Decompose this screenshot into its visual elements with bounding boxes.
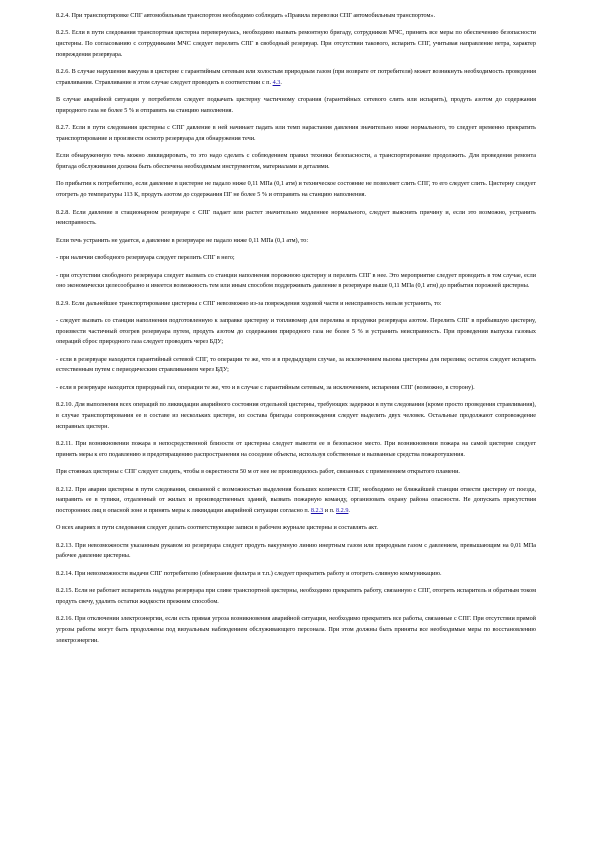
- paragraph-leak-repair: [56, 151, 536, 172]
- paragraph-text: 8.2.5. Если в пути следования транспортная цистерна перевернулась, необходимо вызвать ремонтную бригаду, сотрудников МЧС, принять все меры по обеспечению безопасности цистерны. По согласованию с сотрудниками МЧС следует перелить СПГ в свободный резервуар. При отсутствии такового, испарить СПГ, учитывая направление ветра, характер повреждения резервуара.: [56, 29, 536, 58]
- paragraph-guaranteed-lng: [56, 355, 536, 376]
- paragraph-text: 8.2.6. В случае нарушения вакуума в цистерне с гарантийным сетевым или холостым природным газом (при возврате от потребителя) может возникнуть необходимость проведения стравливания. Стравливание в этом случае следует проводить в соответствии с п.: [56, 68, 536, 86]
- paragraph-8-2-7: [56, 123, 536, 144]
- paragraph-8-2-16: [56, 614, 536, 646]
- paragraph-8-2-14: [56, 569, 536, 580]
- paragraph-8-2-8: [56, 208, 536, 229]
- document-page: [56, 11, 536, 653]
- paragraph-text: Если течь устранить не удается, а давление в резервуаре не падало ниже 0,11 МПа (0,1 атм), то:: [56, 236, 309, 244]
- cross-reference-link[interactable]: 8.2.3: [310, 506, 324, 514]
- paragraph-text: - если в резервуаре находится гарантийный сетевой СПГ, то операции те же, что и в предыдущем случае, за исключением вызова цистерны для перелива; остаток следует испарить естественным путем с периодическим стравливанием через БДУ;: [56, 355, 536, 374]
- paragraph-text: 8.2.16. При отключении электроэнергии, если есть прямая угроза возникновения аварийной ситуации, необходимо прекратить все работы, связанные с СПГ. При отсутствии прямой угрозы работы могут быть продолжены под визуальным наблюдением обслуживающего персонала. При этом должны быть приняты все необходимые меры по восстановлению электроэнергии.: [56, 615, 536, 644]
- paragraph-8-2-12: [56, 485, 536, 517]
- paragraph-8-2-11: [56, 439, 536, 460]
- cross-reference-link[interactable]: 8.2.9: [336, 506, 349, 514]
- paragraph-text: О всех авариях в пути следования следует делать соответствующие записи в рабочем журнале цистерны и составлять акт.: [56, 524, 378, 532]
- paragraph-text: 8.2.4. При транспортировке СПГ автомобильным транспортом необходимо соблюдать «Правила перевозки СПГ автомобильным транспортом».: [56, 12, 436, 19]
- paragraph-8-2-9: [56, 299, 536, 310]
- paragraph-accident-records: [56, 523, 536, 534]
- paragraph-natural-gas: [56, 383, 536, 394]
- cross-reference-link[interactable]: 4.3: [272, 78, 281, 86]
- paragraph-text: По прибытии к потребителю, если давление в цистерне не падало ниже 0,11 МПа (0,1 атм) и техническое состояние не позволяет слить СПГ, то его следует слить. Цистерну следует отогреть до температуры 113 К, продуть азотом до содержания ПГ не более 5 % и отправить на станцию наполнения.: [56, 180, 536, 199]
- paragraph-text: и п.: [323, 506, 337, 514]
- paragraph-8-2-10: [56, 400, 536, 432]
- paragraph-8-2-6: [56, 67, 536, 88]
- paragraph-8-2-5: [56, 28, 536, 60]
- paragraph-text: 8.2.12. При аварии цистерны в пути следования, связанной с возможностью выделения больших количеств СПГ, необходимо не ближайшей станции отвести цистерну от поезда, направить ее в тупики, отдаленный от жилых и производственных зданий, вызвать пожарную команду, организовать охрану района опасности. Не допускать присутствия посторонних лиц в опасной зоне и принять меры к ликвидации аварийной ситуации согласно п.: [56, 485, 536, 514]
- paragraph-emergency-consumer: [56, 95, 536, 116]
- paragraph-text: При стоянках цистерны с СПГ следует следить, чтобы в окрестности 50 м от нее не производилось работ, связанных с применением открытого пламени.: [56, 468, 460, 476]
- paragraph-text: - при отсутствии свободного резервуара следует вызвать со станции наполнения порожнюю цистерну и перелить СПГ в нее. Это мероприятие следует проводить в том случае, если оно экономически целесообразно и имеется возможность тем или иным способом поддерживать давление в резервуаре выше 0,11 МПа (0,1 атм) до прибытия порожней цистерны.: [56, 271, 536, 290]
- paragraph-text: 8.2.13. При невозможности указанным рукавом из резервуара следует продуть вакуумную линию инертным газом или природным газом с давлением, превышающим на 0,01 МПа рабочее давление цистерны.: [56, 541, 536, 560]
- paragraph-text: 8.2.9. Если дальнейшее транспортирование цистерны с СПГ невозможно из-за повреждения ходовой части и неисправность нельзя устранить, то:: [56, 299, 442, 307]
- paragraph-text: .: [280, 78, 282, 86]
- paragraph-text: 8.2.7. Если в пути следования цистерны с СПГ давление в ней начинает падать или темп нарастания давления значительно ниже нормального, то следует временно прекратить транспортирование и произвести осмотр резервуара для обнаружения течи.: [56, 124, 536, 142]
- paragraph-text: 8.2.11. При возникновении пожара в непосредственной близости от цистерны следует вывезти ее в безопасное место. При возникновении пожара на самой цистерне следует принять меры к его подавлению и предотвращению распространения на соседние объекты, используя собственные и вызванные средства пожаротушения.: [56, 440, 536, 458]
- paragraph-text: 8.2.14. При невозможности выдачи СПГ потребителю (обмерзание фильтра и т.п.) следует прекратить работу и отогреть сливную коммуникацию.: [56, 569, 442, 577]
- paragraph-leak-not-fixed: [56, 236, 536, 247]
- paragraph-arrival-consumer: [56, 179, 536, 200]
- paragraph-text: 8.2.10. Для выполнения всех операций по ликвидации аварийного состояния отдельной цистерны, требующих задержки в пути следования (кроме просто проведения стравливания), в случае транспортирования ее в составе из нескольких цистерн, из состава бригады сопровождения следует выделить двух человек. Остальные продолжают сопровождение исправных цистерн.: [56, 401, 536, 430]
- paragraph-text: В случае аварийной ситуации у потребителя следует подкачать цистерну частичному сгорания (гарантийных сетевого слить или испарить), продуть азотом до содержания природного газа не более 5 % и отправить на станцию наполнения.: [56, 96, 536, 114]
- paragraph-text: 8.2.8. Если давление в стационарном резервуаре с СПГ падает или растет значительно медленнее нормального, следует выяснить причину и, если это возможно, устранить неисправность.: [56, 208, 536, 227]
- paragraph-text: - следует вызвать со станции наполнения подготовленную к заправке цистерну и топливомер для перелива и продувки резервуара азотом. Перелить СПГ в прибывшую цистерну, произвести частичный отогрев резервуара путем, продуть азотом до содержания природного газа не более 5 % и устранить неисправность. При проведении выпуска газовых операций сброс природного газа следует проводить через БДУ;: [56, 317, 536, 346]
- paragraph-free-tank: [56, 253, 536, 264]
- paragraph-8-2-13: [56, 541, 536, 562]
- paragraph-text: - если в резервуаре находится природный газ, операции те же, что и в случае с гарантийным сетевым, за исключением, испарения СПГ (возможно, в сторону).: [56, 383, 475, 391]
- paragraph-8-2-15: [56, 586, 536, 607]
- paragraph-text: - при наличии свободного резервуара следует перелить СПГ в него;: [56, 254, 235, 262]
- paragraph-text: 8.2.15. Если не работает испаритель наддува резервуара при сливе транспортной цистерны, необходимо прекратить работу, связанную с СПГ, отогреть испаритель и обратным током продуть свечу, удалить остатки жидкости прежним способом.: [56, 587, 536, 605]
- paragraph-text: .: [348, 506, 350, 514]
- paragraph-text: Если обнаруженную течь можно ликвидировать, то это надо сделать с соблюдением правил техники безопасности, а транспортирование продолжить. Для проведения ремонта бригада обслуживания должна быть обеспечена необходимым инструментом, материалами и деталями.: [56, 152, 536, 170]
- paragraph-stops: [56, 467, 536, 478]
- paragraph-8-2-4: [56, 11, 536, 22]
- paragraph-call-tank: [56, 316, 536, 348]
- paragraph-no-free-tank: [56, 271, 536, 292]
